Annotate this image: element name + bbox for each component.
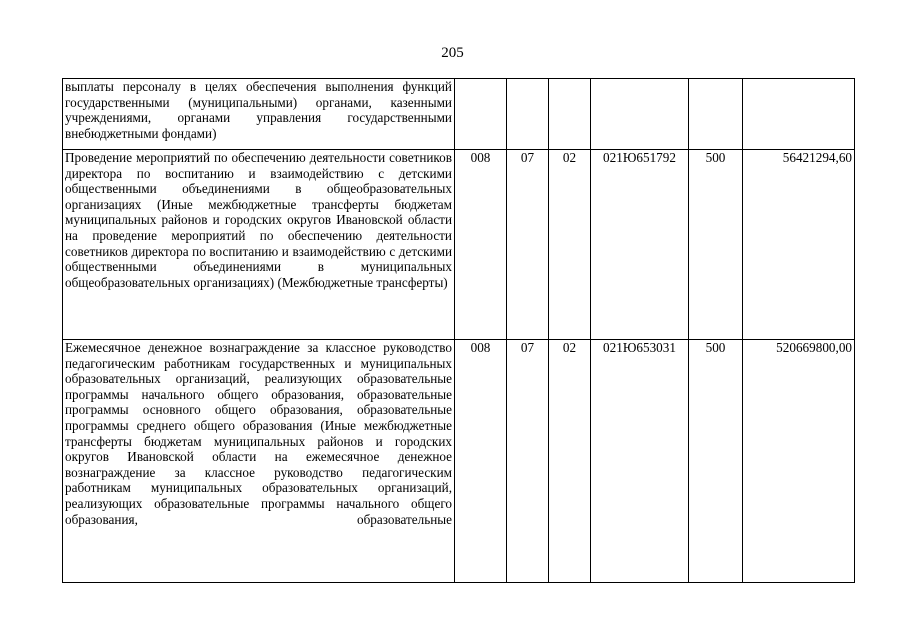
expense-type-code-cell bbox=[689, 79, 743, 150]
expense-type-code-cell: 500 bbox=[689, 150, 743, 340]
subsection-code-cell bbox=[549, 79, 591, 150]
table-row bbox=[63, 150, 855, 340]
expense-type-code-cell: 500 bbox=[689, 340, 743, 583]
section-code-cell bbox=[507, 79, 549, 150]
ministry-code-cell bbox=[455, 79, 507, 150]
section-code-cell: 07 bbox=[507, 150, 549, 340]
description-cell: выплаты персоналу в целях обеспечения выполнения функций государственными (муниципальными) органами, казенными учреждениями, органами управления государственными внебюджетными фондами) bbox=[63, 79, 455, 150]
amount-cell bbox=[743, 79, 855, 150]
ministry-code-cell: 008 bbox=[455, 150, 507, 340]
description-cell: Проведение мероприятий по обеспечению деятельности советников директора по воспитанию и взаимодействию с детскими общественными объединениями в общеобразовательных организациях (Иные межбюджетные трансферты бюджетам муниципальных районов и городских округов Ивановской области на проведение мероприятий по обеспечению деятельности советников директора по воспитанию и взаимодействию с детскими общественными объединениями в муниципальных общеобразовательных организациях) (Межбюджетные трансферты) bbox=[63, 150, 455, 340]
table-row bbox=[63, 79, 855, 150]
page-number: 205 bbox=[441, 45, 464, 61]
table-row bbox=[63, 340, 855, 583]
amount-cell: 56421294,60 bbox=[743, 150, 855, 340]
description-cell: Ежемесячное денежное вознаграждение за классное руководство педагогическим работникам государственных и муниципальных образовательных организаций, реализующих образовательные программы начального общего образования, образовательные программы основного общего образования, образовательные программы среднего общего образования (Иные межбюджетные трансферты бюджетам муниципальных районов и городских округов Ивановской области на ежемесячное денежное вознаграждение за классное руководство педагогическим работникам муниципальных образовательных организаций, реализующих образовательные программы начального общего образования, образовательные bbox=[63, 340, 455, 583]
section-code-cell: 07 bbox=[507, 340, 549, 583]
subsection-code-cell: 02 bbox=[549, 340, 591, 583]
target-item-code-cell: 021Ю651792 bbox=[591, 150, 689, 340]
budget-table bbox=[62, 78, 855, 583]
ministry-code-cell: 008 bbox=[455, 340, 507, 583]
amount-cell: 520669800,00 bbox=[743, 340, 855, 583]
target-item-code-cell bbox=[591, 79, 689, 150]
subsection-code-cell: 02 bbox=[549, 150, 591, 340]
target-item-code-cell: 021Ю653031 bbox=[591, 340, 689, 583]
